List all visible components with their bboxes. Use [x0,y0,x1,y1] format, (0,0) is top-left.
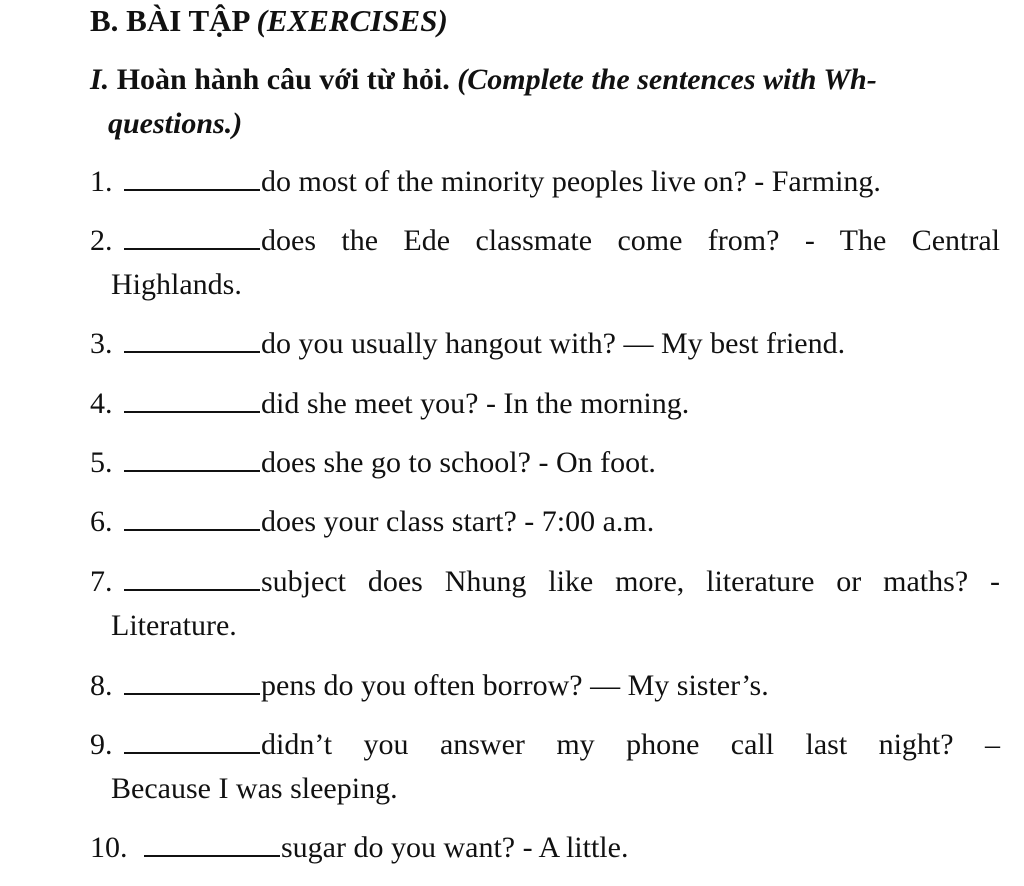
question-text: do you usually hangout with? — My best friend. [261,327,846,360]
question-number: 2. [90,224,113,257]
question-text: subject does Nhung like more, literature or maths? - [261,565,1000,598]
question-number: 1. [90,165,113,198]
question-number: 8. [90,669,113,702]
answer-blank-6[interactable] [124,507,260,531]
question-10 [90,826,1000,870]
section-title-vi: B. BÀI TẬP [90,3,249,38]
question-5 [90,441,1000,485]
question-number: 3. [90,327,113,360]
question-text: sugar do you want? - A little. [281,831,629,864]
question-8 [90,664,1000,708]
answer-blank-10[interactable] [144,833,280,857]
question-number: 5. [90,446,113,479]
section-title [90,2,448,40]
question-text: did she meet you? - In the morning. [261,387,690,420]
question-number: 4. [90,387,113,420]
question-text: does she go to school? - On foot. [261,446,656,479]
answer-blank-5[interactable] [124,448,260,472]
answer-blank-7[interactable] [124,567,260,591]
part-number: I. [90,63,110,96]
question-text: does the Ede classmate come from? - The Central [261,224,1000,257]
question-text-continued: Because I was sleeping. [111,772,398,805]
question-6 [90,500,1000,544]
question-9 [90,723,1000,811]
question-text-continued: Highlands. [111,268,242,301]
question-7 [90,560,1000,648]
question-number: 10. [90,831,128,864]
answer-blank-9[interactable] [124,730,260,754]
answer-blank-3[interactable] [124,329,260,353]
question-2 [90,219,1000,307]
question-1 [90,160,1000,204]
answer-blank-4[interactable] [124,389,260,413]
question-3 [90,322,1000,366]
part-title-en: (Complete the sentences with Wh- [457,63,877,96]
question-4 [90,382,1000,426]
question-text: didn’t you answer my phone call last night? – [261,728,1000,761]
question-number: 9. [90,728,113,761]
section-title-en: (EXERCISES) [256,3,448,38]
question-text: does your class start? - 7:00 a.m. [261,505,655,538]
part-title-vi: Hoàn hành câu với từ hỏi. [116,63,450,96]
question-text: do most of the minority peoples live on? - Farming. [261,165,881,198]
part-title-en-continued: questions.) [108,107,243,140]
answer-blank-1[interactable] [124,167,260,191]
question-text: pens do you often borrow? — My sister’s. [261,669,769,702]
answer-blank-2[interactable] [124,226,260,250]
part-title [90,58,1000,146]
question-number: 6. [90,505,113,538]
question-text-continued: Literature. [111,609,237,642]
question-number: 7. [90,565,113,598]
answer-blank-8[interactable] [124,671,260,695]
